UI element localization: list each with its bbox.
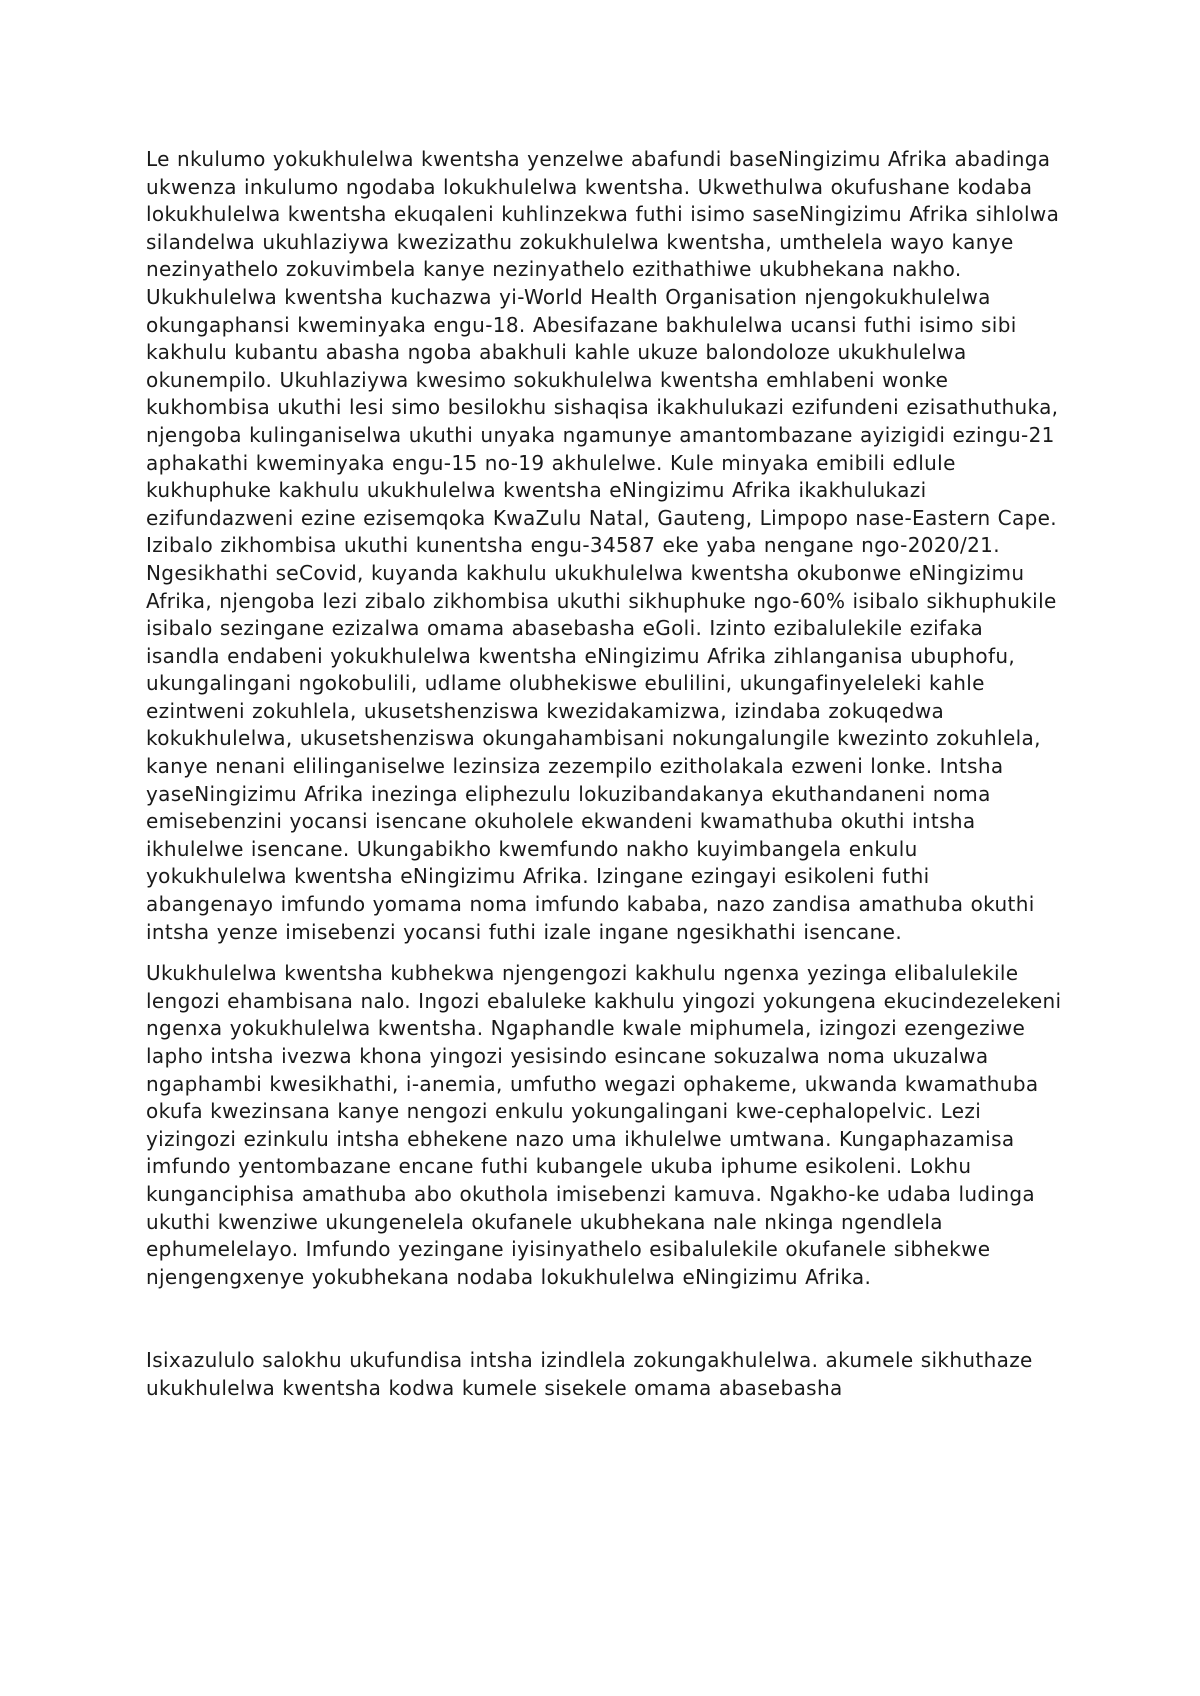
paragraph-2: Ukukhulelwa kwentsha kubhekwa njengengozi kakhulu ngenxa yezinga elibalulekile lengozi ehambisana nalo. Ingozi ebaluleke kakhulu yingozi yokungena ekucindezelekeni ngenxa yokukhulelwa kwentsha. Ngaphandle kwale miphumela, izingozi ezengeziwe lapho intsha ivezwa khona yingozi yesisindo esincane sokuzalwa noma ukuzalwa ngaphambi kwesikhathi, i-anemia, umfutho wegazi ophakeme, ukwanda kwamathuba okufa kwezinsana kanye nengozi enkulu yokungalingani kwe-cephalopelvic. Lezi yizingozi ezinkulu intsha ebhekene nazo uma ikhulelwe umtwana. Kungaphazamisa imfundo yentombazane encane futhi kubangele ukuba iphume esikoleni. Lokhu kunganciphisa amathuba abo okuthola imisebenzi kamuva. Ngakho-ke udaba ludinga ukuthi kwenziwe ukungenelela okufanele ukubhekana nale nkinga ngendlela ephumelelayo. Imfundo yezingane iyisinyathelo esibalulekile okufanele sibhekwe njengengxenye yokubhekana nodaba lokukhulelwa eNingizimu Afrika. bbox=[146, 961, 1062, 1289]
paragraph-1: Le nkulumo yokukhulelwa kwentsha yenzelwe abafundi baseNingizimu Afrika abadinga ukwenza inkulumo ngodaba lokukhulelwa kwentsha. Ukwethulwa okufushane kodaba lokukhulelwa kwentsha ekuqaleni kuhlinzekwa futhi isimo saseNingizimu Afrika sihlolwa silandelwa ukuhlaziywa kwezizathu zokukhulelwa kwentsha, umthelela wayo kanye nezinyathelo zokuvimbela kanye nezinyathelo ezithathiwe ukubhekana nakho. Ukukhulelwa kwentsha kuchazwa yi-World Health Organisation njengokukhulelwa okungaphansi kweminyaka engu-18. Abesifazane bakhulelwa ucansi futhi isimo sibi kakhulu kubantu abasha ngoba abakhuli kahle ukuze balondoloze ukukhulelwa okunempilo. Ukuhlaziywa kwesimo sokukhulelwa kwentsha emhlabeni wonke kukhombisa ukuthi lesi simo besilokhu sishaqisa ikakhulukazi ezifundeni ezisathuthuka, njengoba kulinganiselwa ukuthi unyaka ngamunye amantombazane ayizigidi ezingu-21 aphakathi kweminyaka engu-15 no-19 akhulelwe. Kule minyaka emibili edlule kukhuphuke kakhulu ukukhulelwa kwentsha eNingizimu Afrika ikakhulukazi ezifundazweni ezine ezisemqoka KwaZulu Natal, Gauteng, Limpopo nase-Eastern Cape. Izibalo zikhombisa ukuthi kunentsha engu-34587 eke yaba nengane ngo-2020/21. Ngesikhathi seCovid, kuyanda kakhulu ukukhulelwa kwentsha okubonwe eNingizimu Afrika, njengoba lezi zibalo zikhombisa ukuthi sikhuphuke ngo-60% isibalo sikhuphukile isibalo sezingane ezizalwa omama abasebasha eGoli. Izinto ezibalulekile ezifaka isandla endabeni yokukhulelwa kwentsha eNingizimu Afrika zihlanganisa ubuphofu, ukungalingani ngokobulili, udlame olubhekiswe ebulilini, ukungafinyeleleki kahle ezintweni zokuhlela, ukusetshenziswa kwezidakamizwa, izindaba zokuqedwa kokukhulelwa, ukusetshenziswa okungahambisani nokungalungile kwezinto zokuhlela, kanye nenani elilinganiselwe lezinsiza zezempilo ezitholakala ezweni lonke. Intsha yaseNingizimu Afrika inezinga eliphezulu lokuzibandakanya ekuthandaneni noma emisebenzini yocansi isencane okuholele ekwandeni kwamathuba okuthi intsha ikhulelwe isencane. Ukungabikho kwemfundo nakho kuyimbangela enkulu yokukhulelwa kwentsha eNingizimu Afrika. Izingane ezingayi esikoleni futhi abangenayo imfundo yomama noma imfundo kababa, nazo zandisa amathuba okuthi intsha yenze imisebenzi yocansi futhi izale ingane ngesikhathi isencane. bbox=[146, 147, 1060, 944]
paragraph-3: Isixazululo salokhu ukufundisa intsha izindlela zokungakhulelwa. akumele sikhuthaze ukukhulelwa kwentsha kodwa kumele sisekele omama abasebasha bbox=[146, 1348, 1033, 1400]
document-body bbox=[146, 146, 1064, 1403]
